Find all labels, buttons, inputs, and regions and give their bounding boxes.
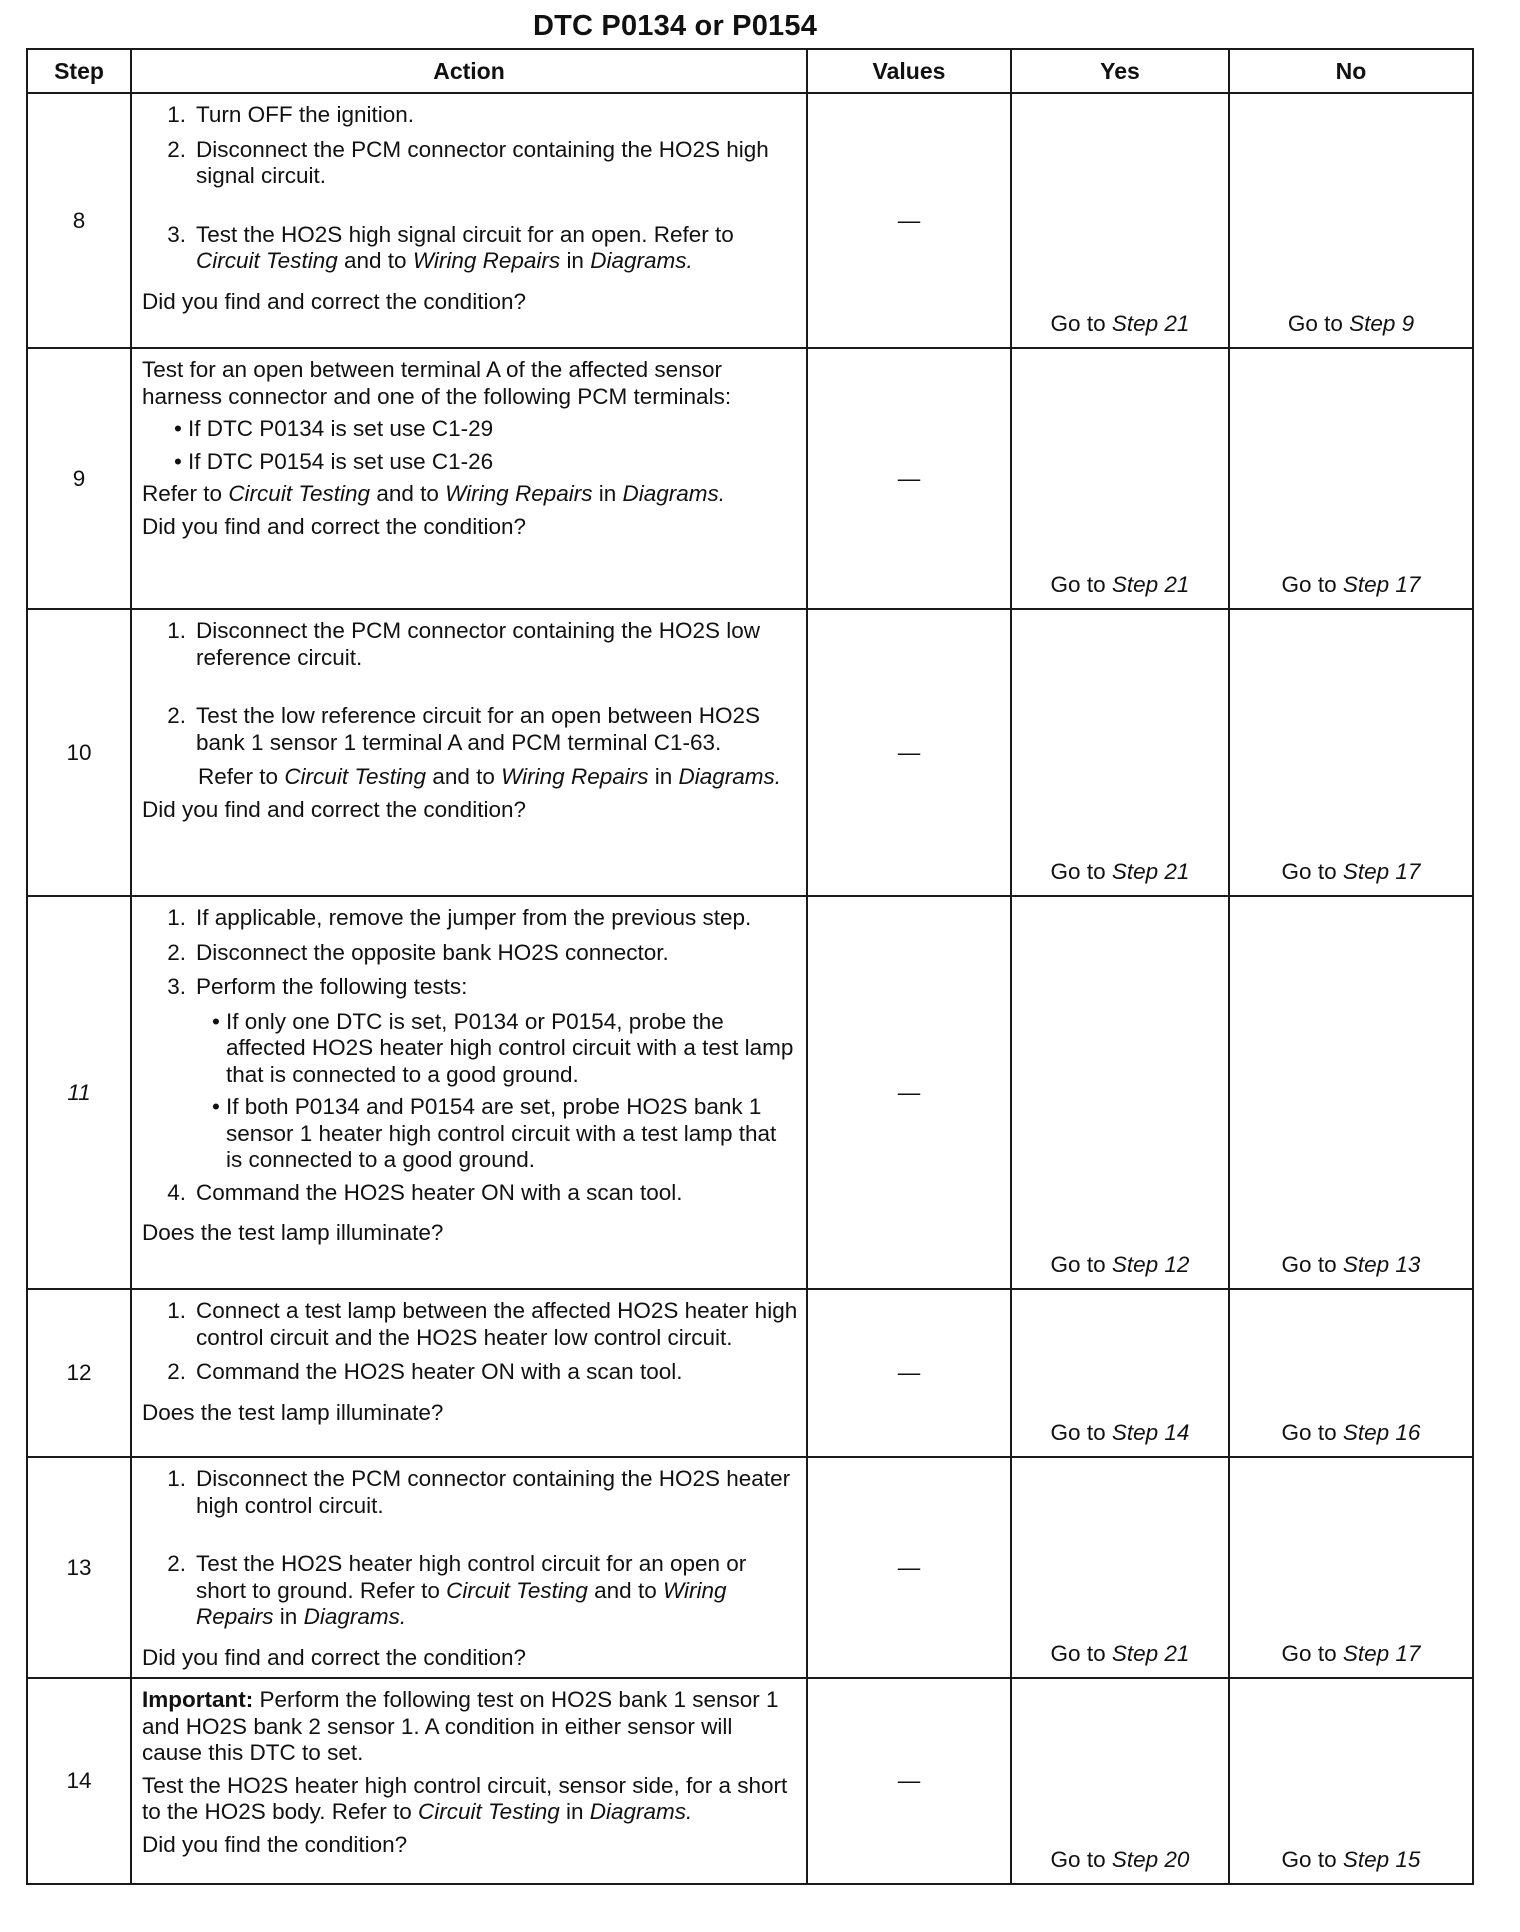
list-item: 4. Command the HO2S heater ON with a scan tool. [167, 1179, 683, 1205]
values-cell: — [807, 609, 1011, 896]
yes-cell: Go to Step 14 [1011, 1289, 1229, 1457]
reference-text: Refer to Circuit Testing and to Wiring Repairs in Diagrams. [142, 481, 726, 506]
list-item: 1. Turn OFF the ignition. [167, 102, 415, 127]
question-text: Did you find the condition? [142, 1831, 408, 1857]
header-row [27, 49, 1473, 93]
yes-cell: Go to Step 21 [1011, 609, 1229, 896]
list-item: • If DTC P0134 is set use C1-29 [174, 416, 494, 441]
no-cell: Go to Step 16 [1229, 1289, 1473, 1457]
no-cell: Go to Step 17 [1229, 348, 1473, 609]
no-cell: Go to Step 15 [1229, 1678, 1473, 1884]
values-cell: — [807, 348, 1011, 609]
table-row-step-14 [27, 1678, 1473, 1884]
list-item: 1. Disconnect the PCM connector containing the HO2S low reference circuit. [167, 618, 761, 670]
step-number: 14 [27, 1678, 131, 1884]
values-cell: — [807, 1678, 1011, 1884]
list-item: 2. Disconnect the PCM connector containing the HO2S high signal circuit. [167, 136, 769, 188]
important-note: Important: Perform the following test on HO2S bank 1 sensor 1 and HO2S bank 2 sensor 1. A condition in either sensor will cause this DTC to set. [142, 1687, 779, 1765]
table-row-step-10 [27, 609, 1473, 896]
list-item: • If both P0134 and P0154 are set, probe HO2S bank 1 sensor 1 heater high control circuit with a test lamp that is connected to a good ground. [212, 1094, 777, 1172]
step-number: 12 [27, 1289, 131, 1457]
question-text: Does the test lamp illuminate? [142, 1220, 444, 1245]
no-cell: Go to Step 9 [1229, 93, 1473, 348]
values-cell: — [807, 93, 1011, 348]
no-cell: Go to Step 17 [1229, 1457, 1473, 1678]
step-number: 13 [27, 1457, 131, 1678]
values-cell: — [807, 1289, 1011, 1457]
question-text: Does the test lamp illuminate? [142, 1399, 444, 1425]
step-number: 8 [27, 93, 131, 348]
no-cell: Go to Step 17 [1229, 609, 1473, 896]
list-item: 2. Test the HO2S heater high control circuit for an open or short to ground. Refer to Circuit Testing and to Wiring Repairs in Diagrams. [167, 1551, 747, 1629]
step-number: 11 [27, 896, 131, 1289]
question-text: Did you find and correct the condition? [142, 1644, 526, 1670]
question-text: Did you find and correct the condition? [142, 288, 526, 314]
table-row-step-13 [27, 1457, 1473, 1678]
action-cell [131, 1678, 807, 1884]
list-item: 3. Perform the following tests: [167, 974, 468, 999]
test-text: Test the HO2S heater high control circuit, sensor side, for a short to the HO2S body. Refer to Circuit Testing in Diagrams. [142, 1772, 788, 1824]
action-cell [131, 896, 807, 1289]
list-item: • If DTC P0154 is set use C1-26 [174, 448, 494, 474]
action-cell [131, 348, 807, 609]
action-cell [131, 1289, 807, 1457]
table-row-step-8 [27, 93, 1473, 348]
list-item: 2. Command the HO2S heater ON with a scan tool. [167, 1359, 683, 1384]
action-cell [131, 93, 807, 348]
header-step: Step [27, 49, 131, 93]
yes-cell: Go to Step 21 [1011, 93, 1229, 348]
list-item: 1. Disconnect the PCM connector containing the HO2S heater high control circuit. [167, 1466, 791, 1518]
table-row-step-12 [27, 1289, 1473, 1457]
yes-cell: Go to Step 20 [1011, 1678, 1229, 1884]
action-cell [131, 609, 807, 896]
header-no: No [1229, 49, 1473, 93]
table-row-step-9 [27, 348, 1473, 609]
question-text: Did you find and correct the condition? [142, 513, 526, 539]
reference-text: Refer to Circuit Testing and to Wiring Repairs in Diagrams. [198, 764, 782, 789]
action-cell [131, 1457, 807, 1678]
step-number: 9 [27, 348, 131, 609]
yes-cell: Go to Step 12 [1011, 896, 1229, 1289]
yes-cell: Go to Step 21 [1011, 348, 1229, 609]
question-text: Did you find and correct the condition? [142, 796, 526, 822]
dtc-table [26, 48, 1474, 1885]
list-item: 2. Test the low reference circuit for an open between HO2S bank 1 sensor 1 terminal A and PCM terminal C1-63. [167, 703, 761, 755]
table-row-step-11 [27, 896, 1473, 1289]
step-number: 10 [27, 609, 131, 896]
page-title: DTC P0134 or P0154 [532, 10, 818, 42]
list-item: 2. Disconnect the opposite bank HO2S connector. [167, 939, 669, 965]
list-item: 3. Test the HO2S high signal circuit for an open. Refer to Circuit Testing and to Wiring Repairs in Diagrams. [167, 221, 734, 273]
values-cell: — [807, 896, 1011, 1289]
list-item: 1. If applicable, remove the jumper from the previous step. [167, 905, 752, 930]
header-yes: Yes [1011, 49, 1229, 93]
header-values: Values [807, 49, 1011, 93]
list-item: 1. Connect a test lamp between the affected HO2S heater high control circuit and the HO2S heater low control circuit. [167, 1298, 798, 1350]
values-cell: — [807, 1457, 1011, 1678]
list-item: • If only one DTC is set, P0134 or P0154, probe the affected HO2S heater high control circuit with a test lamp that is connected to a good ground. [212, 1008, 794, 1087]
no-cell: Go to Step 13 [1229, 896, 1473, 1289]
header-action: Action [131, 49, 807, 93]
intro-text: Test for an open between terminal A of the affected sensor harness connector and one of the following PCM terminals: [142, 357, 732, 409]
yes-cell: Go to Step 21 [1011, 1457, 1229, 1678]
